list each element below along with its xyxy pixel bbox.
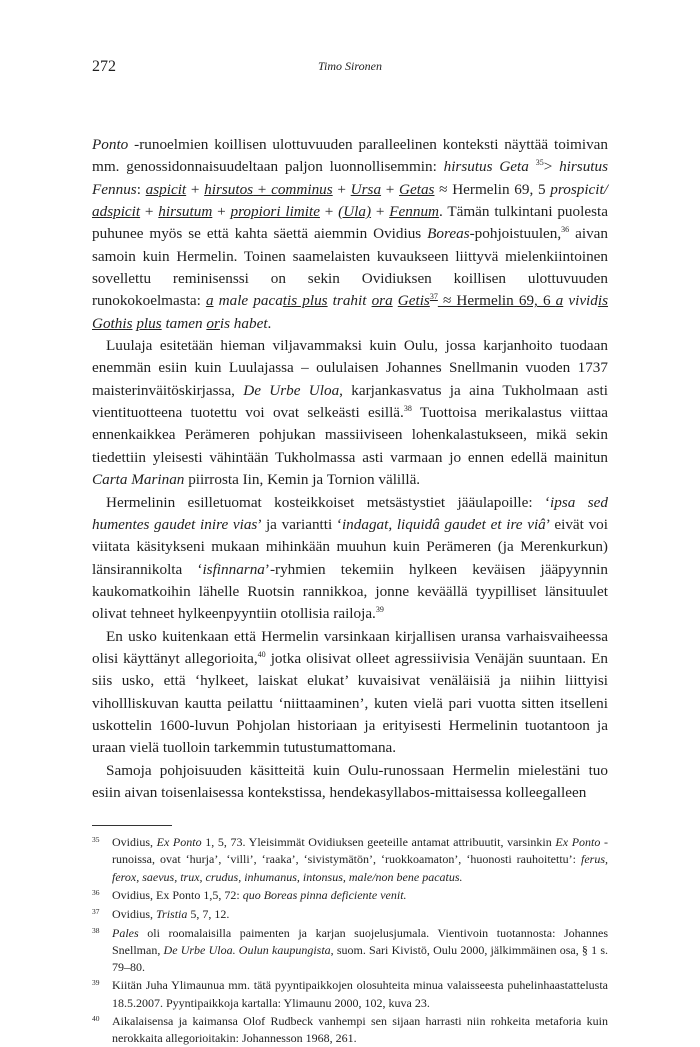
- italic-text-run: Ursa: [350, 180, 382, 198]
- text-run: Ovidius,: [112, 906, 157, 921]
- text-run: Samoja pohjoisuuden käsitteitä kuin Oulu-runossaan Hermelin mielestäni tuo esiin aivan toisenlaisessa kontekstissa, hendekasyllabos-mittaisessa kolleegalleen: [92, 761, 608, 801]
- text-run: ’ ja variantti ‘: [257, 515, 342, 533]
- text-run: +: [253, 180, 272, 198]
- italic-text-run: Ponto: [92, 136, 129, 153]
- text-run: +: [381, 180, 400, 198]
- italic-text-run: a: [555, 292, 564, 310]
- text-run: >: [543, 158, 560, 176]
- italic-text-run: is habet: [219, 314, 268, 332]
- text-run: aivan samoin kuin Hermelin. Toinen saamelaisten kuvaukseen liittyvä mielenkiintoinen sovellettu reminisenssi on sekin Ovidiuksen koillisen ulottuvuuden runokokoelmasta:: [92, 225, 609, 310]
- text-run: Ovidius, Ex Ponto 1,5, 72:: [112, 888, 243, 903]
- italic-text-run: or: [206, 314, 220, 332]
- body-paragraph: [92, 626, 608, 760]
- text-run: Hermelinin esilletuomat kosteikkoiset metsästystiet jääulapoille: ‘: [106, 493, 551, 511]
- italic-text-run: a: [205, 292, 214, 310]
- footnote-separator: [92, 825, 172, 826]
- footnote-number: 35: [92, 835, 100, 845]
- footnote-reference: 39: [375, 605, 384, 615]
- italic-text-run: is: [597, 292, 609, 310]
- italic-text-run: plus: [136, 314, 162, 332]
- italic-text-run: tis plus: [282, 292, 328, 310]
- italic-text-run: Tristia: [156, 906, 188, 921]
- text-run: +: [140, 203, 159, 221]
- text-run: oli roomalaisilla paimenten ja karjan suojelusjumala. Vientivoin tuotannosta: Johannes Snellman,: [112, 925, 608, 957]
- italic-text-run: Gothis: [92, 314, 133, 332]
- italic-text-run: male paca: [213, 292, 283, 310]
- italic-text-run: hirsutum: [158, 203, 213, 221]
- text-run: [529, 158, 536, 175]
- text-run: -pohjoistuulen,: [469, 225, 562, 243]
- italic-text-run: De Urbe Uloa. Oulun kaupungista: [163, 942, 331, 957]
- text-run: . Tämän tulkintani puolesta puhunee myös se että kahta säettä aiemmin Ovidius: [92, 203, 608, 243]
- italic-text-run: (Ula): [338, 203, 372, 221]
- text-run: , suom. Sari Kivistö, Oulu 2000, jälkimmäinen osa, § 1 s. 79–80.: [112, 942, 608, 974]
- text-run: +: [332, 180, 351, 198]
- body-text: [92, 134, 608, 804]
- italic-text-run: tamen: [161, 314, 207, 332]
- text-run: +: [186, 180, 205, 198]
- footnote: [92, 1013, 608, 1047]
- footnote: [92, 906, 608, 923]
- italic-text-run: indagat, liquidâ gaudet et ire viâ: [341, 515, 546, 533]
- text-run: piirrosta Iin, Kemin ja Tornion välillä.: [184, 471, 421, 489]
- text-run: -runoelmien koillisen ulottuvuuden paralleelinen konteksti näyttää toimivan mm. genossidonnaisuudeltaan paljon luonnollisemmin:: [92, 136, 608, 176]
- italic-text-run: Ex Ponto: [555, 835, 601, 850]
- footnote-number: 37: [92, 906, 100, 916]
- italic-text-run: isfinnarna: [202, 560, 265, 578]
- running-head: Timo Sironen: [318, 59, 382, 73]
- page-header: [92, 58, 608, 82]
- body-paragraph: [92, 760, 608, 805]
- text-run: :: [136, 180, 146, 198]
- text-run: 5, 7, 12.: [187, 906, 230, 921]
- footnote-reference: 36: [561, 225, 570, 235]
- italic-text-run: hirsutos: [204, 180, 254, 198]
- text-run: Luulaja esitetään hieman viljavammaksi kuin Oulu, jossa karjanhoito tuodaan enemmän esiin kuin Luulajassa – oululaisen Johannes Snellmanin vuoden 1737 maisterinväitöskirjassa,: [92, 337, 608, 399]
- text-run: En usko kuitenkaan että Hermelin varsinkaan kirjallisen uransa varhaisvaiheessa olisi käyttänyt allegorioita,: [92, 627, 608, 667]
- text-run: Ovidius,: [112, 835, 157, 850]
- italic-text-run: Boreas: [427, 225, 470, 243]
- text-run: +: [212, 203, 231, 221]
- italic-text-run: ferus, ferox, saevus, trux, crudus, inhumanus, intonsus, male/non bene pacatus.: [112, 852, 608, 884]
- text-run: +: [319, 203, 339, 221]
- text-run: .: [267, 314, 272, 332]
- italic-text-run: De Urbe Uloa: [243, 381, 340, 399]
- footnote-number: 40: [92, 1014, 100, 1024]
- footnote: [92, 977, 608, 1011]
- footnotes: [92, 834, 608, 1047]
- italic-text-run: Pales: [112, 925, 139, 940]
- text-run: Kiitän Juha Ylimaunua mm. tätä pyyntipaikkojen olosuhteita minua valaisseesta puhelinhaastattelusta 18.5.2007. Pyyntipaikkoja kartalla: Ylimaunu 2000, 102, kuva 23.: [112, 978, 608, 1010]
- italic-text-run: quo Boreas pinna deficiente venit.: [242, 888, 407, 903]
- text-run: +: [371, 203, 390, 221]
- italic-text-run: Ex Ponto: [156, 835, 202, 850]
- page-number: 272: [92, 58, 116, 75]
- text-run: Aikalaisensa ja kaimansa Olof Rudbeck vanhempi sen sijaan harrasti niin rohkeita metaforia kuin nerokkaita allegorioitakin: Johannesson 1968, 261.: [112, 1014, 608, 1046]
- footnote-reference: 38: [403, 404, 412, 414]
- italic-text-run: Getas: [399, 180, 435, 198]
- italic-text-run: aspicit: [145, 180, 187, 198]
- italic-text-run: propiori limite: [230, 203, 320, 221]
- text-run: ’ eivät voi viitata käsitykseni mukaan mihinkään muuhun kuin Perämeren (ja Merenkurkun) länsirannikolta ‘: [92, 515, 608, 578]
- text-run: jotka olisivat olleet agressiivisia Venäjän suuntaan. En siis usko, että ‘hylkeet, laiskat elukat’ kuvaisivat venäläisiä ja niihin liittyisi vihollliskuvan kautta peilattu ‘niittaaminen’, kuten vielä pari vuotta sitten itselleni uskottelin 1600-luvun Pohjolan historiaan ja erityisesti Hermelinin tuotantoon ja uraan vielä tuolloin tarkemmin tutustumattomana.: [92, 649, 608, 757]
- text-run: Tuottoisa merikalastus viittaa ennenkaikkea Perämeren pohjukan massiiviseen lohenkalastukseen, mikä sekin tiedettiin yleisesti vähintään Tukholmassa asti varmaan jo ennen edellä mainitun: [92, 404, 608, 466]
- footnote-reference: 37: [429, 292, 438, 302]
- text-run: -runoissa, ovat ‘hurja’, ‘villi’, ‘raaka’, ‘sivistymätön’, ‘ruokkoamaton’, ‘huonosti rauhoitettu’:: [112, 835, 608, 867]
- italic-text-run: comminus: [271, 180, 333, 198]
- italic-text-run: adspicit: [92, 203, 141, 221]
- footnote: [92, 925, 608, 976]
- text-run: 1, 5, 73. Yleisimmät Ovidiuksen geeteille antamat attribuutit, varsinkin: [201, 835, 556, 850]
- footnote-number: 36: [92, 888, 100, 898]
- italic-text-run: vivid: [563, 292, 598, 310]
- italic-text-run: ipsa sed humentes gaudet inire vias: [92, 493, 608, 533]
- body-paragraph: [92, 492, 608, 626]
- text-run: ≈ Hermelin 69, 6: [437, 292, 556, 310]
- footnote-number: 39: [92, 978, 100, 988]
- italic-text-run: Fennum: [389, 203, 440, 221]
- text-run: , karjankasvatus ja aina Tukholmaan asti vientituotteena tuotettu voi ovat selkeästi esillä.: [92, 381, 608, 422]
- footnote: [92, 887, 608, 904]
- footnote-reference: 40: [257, 649, 266, 659]
- body-paragraph: [92, 134, 608, 335]
- text-run: ≈ Hermelin 69, 5: [434, 180, 551, 198]
- footnote: [92, 834, 608, 885]
- footnote-number: 38: [92, 925, 100, 935]
- italic-text-run: Getis: [397, 292, 430, 310]
- body-paragraph: [92, 335, 608, 491]
- footnote-reference: 35: [535, 158, 544, 168]
- italic-text-run: ora: [371, 292, 393, 310]
- italic-text-run: trahit: [327, 292, 372, 310]
- italic-text-run: Carta Marinan: [92, 471, 185, 489]
- italic-text-run: hirsutus Fennus: [92, 158, 609, 198]
- italic-text-run: hirsutus Geta: [443, 158, 529, 176]
- italic-text-run: prospicit/: [550, 180, 608, 198]
- text-run: ’-ryhmien tekemiin hylkeen keväisen jääpyynnin kaukomatkoihin lähelle Ruotsin rannikkoa, jonne keväällä tyypilliset länsituulet olivat tehneet hylkeenpyyntiin otollisia railoja.: [92, 560, 608, 623]
